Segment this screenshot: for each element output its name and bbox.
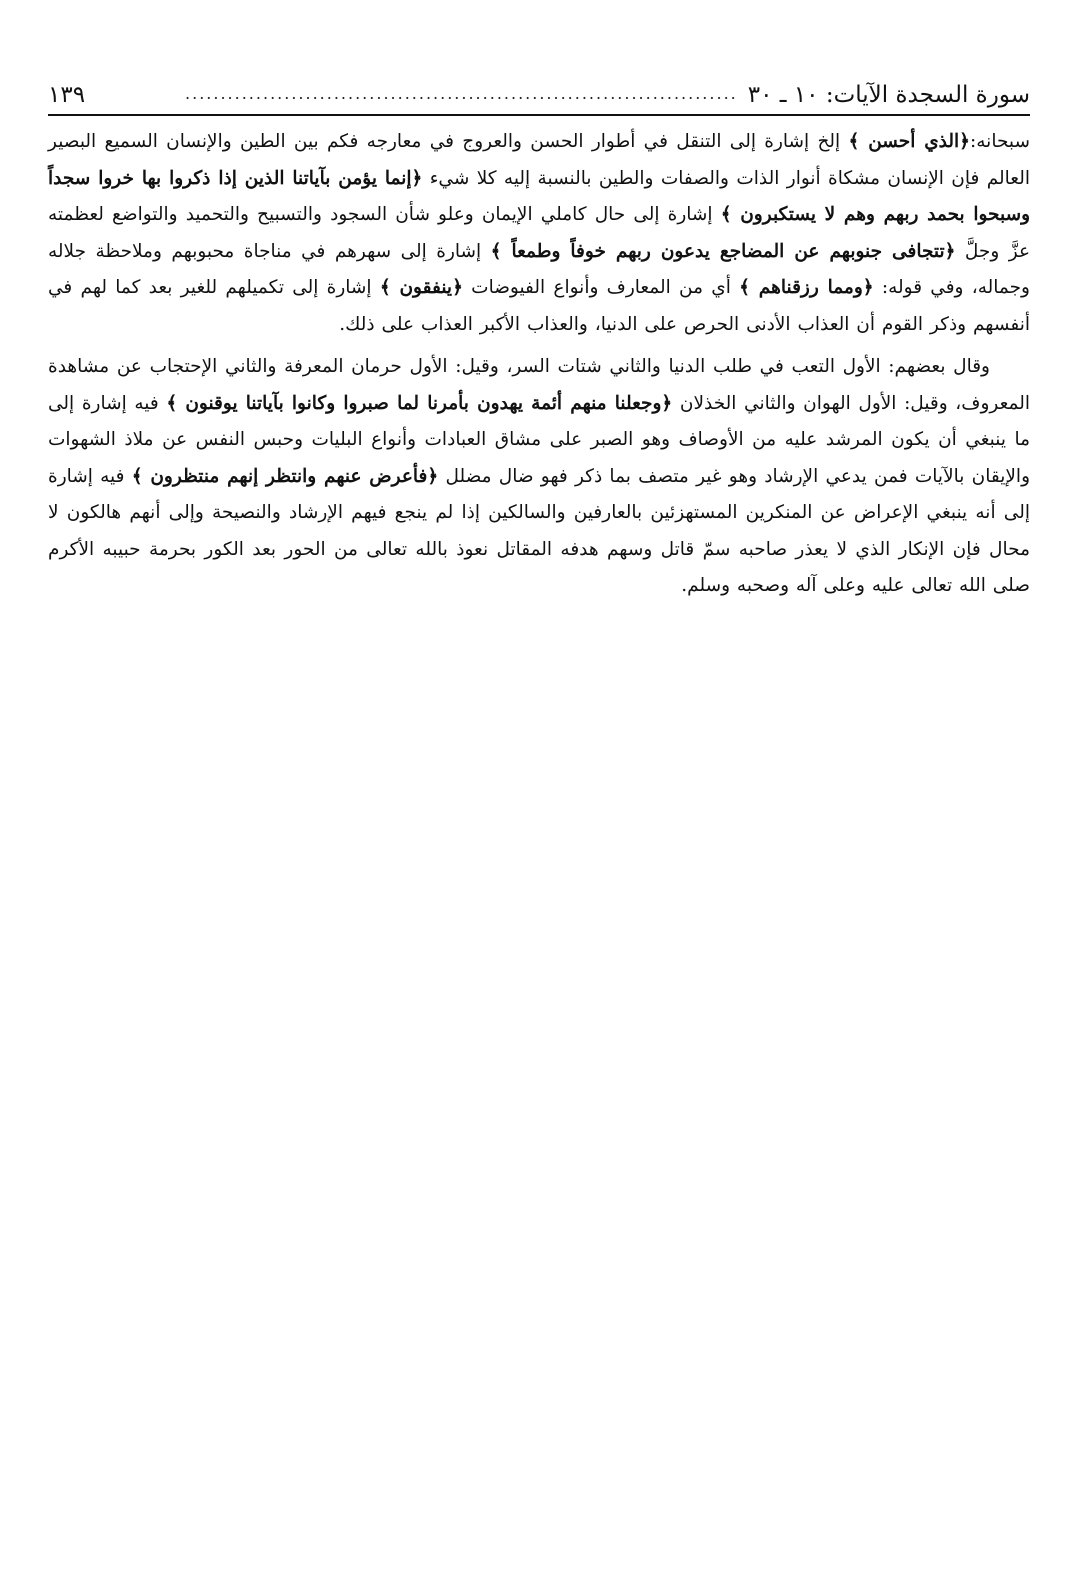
- quran-verse: ﴿ينفقون ﴾: [379, 277, 463, 298]
- page-header: [48, 76, 1030, 116]
- quran-verse: ﴿فأعرض عنهم وانتظر إنهم منتظرون ﴾: [131, 465, 439, 487]
- text-segment: فيه إشارة إلى أنه ينبغي الإعراض عن المنكرين المستهزئين بالعارفين والسالكين إذا لم ينجع فيهم الإرشاد والنصيحة وإلى أنهم هالكون لا محال فإن الإنكار الذي لا يعذر صاحبه سمّ قاتل وسهم هدفه المقاتل نعوذ بالله تعالى من الحور بعد الكور بحرمة حبيبه الأكرم صلى الله تعالى عليه وعلى آله وصحبه وسلم.: [48, 465, 1030, 596]
- quran-verse: ﴿إنما يؤمن بآياتنا الذين إذا ذكروا بها خروا سجداً وسبحوا بحمد ربهم وهم لا يستكبرون ﴾: [48, 167, 1031, 225]
- text-segment: وقال بعضهم: الأول التعب في طلب الدنيا والثاني شتات السر، وقيل: الأول حرمان المعرفة والثاني الإحتجاب عن مشاهدة المعروف، وقيل: الأول الهوان والثاني الخذلان: [48, 356, 1030, 414]
- text-segment: إلخ إشارة إلى التنقل في أطوار الحسن والعروج في معارجه فكم بين الطين والإنسان السميع البصير العالم فإن الإنسان مشكاة أنوار الذات والصفات والطين بالنسبة إليه كلا شيء: [48, 131, 1030, 189]
- running-title: سورة السجدة الآيات: ١٠ ـ ٣٠: [747, 82, 1030, 108]
- paragraph-1: [48, 124, 1030, 343]
- quran-verse: ﴿ومما رزقناهم ﴾: [739, 277, 874, 298]
- quran-verse: ﴿وجعلنا منهم أئمة يهدون بأمرنا لما صبروا وكانوا بآياتنا يوقنون ﴾: [166, 392, 673, 414]
- text-segment: إشارة إلى تكميلهم للغير بعد كما لهم في أنفسهم وذكر القوم أن العذاب الأدنى الحرص على الدنيا، والعذاب الأكبر العذاب على ذلك.: [48, 277, 1030, 335]
- body-text: [48, 124, 1030, 605]
- text-segment: فيه إشارة إلى ما ينبغي أن يكون المرشد عليه من الأوصاف وهو الصبر على مشاق العبادات وأنواع البليات وحبس النفس عن ملاذ الشهوات والإيقان بالآيات فمن يدعي الإرشاد وهو غير متصف بما ذكر فهو ضال مضلل: [48, 392, 1031, 487]
- text-segment: سبحانه:: [970, 131, 1030, 152]
- text-segment: إشارة إلى حال كاملي الإيمان وعلو شأن السجود والتسبيح والتحميد والتواضع لعظمته عزَّ وجلَّ: [48, 204, 1031, 262]
- book-page: [48, 76, 1030, 1546]
- leader-dots: ..............................................................................: [185, 86, 738, 103]
- paragraph-2: [48, 349, 1030, 605]
- quran-verse: ﴿الذي أحسن ﴾: [848, 131, 971, 152]
- page-number: ١٣٩: [48, 82, 86, 108]
- quran-verse: ﴿تتجافى جنوبهم عن المضاجع يدعون ربهم خوفاً وطمعاً ﴾: [490, 240, 956, 262]
- text-segment: إشارة إلى سهرهم في مناجاة محبوبهم وملاحظة جلاله وجماله، وفي قوله:: [48, 240, 1030, 298]
- text-segment: أي من المعارف وأنواع الفيوضات: [462, 277, 740, 298]
